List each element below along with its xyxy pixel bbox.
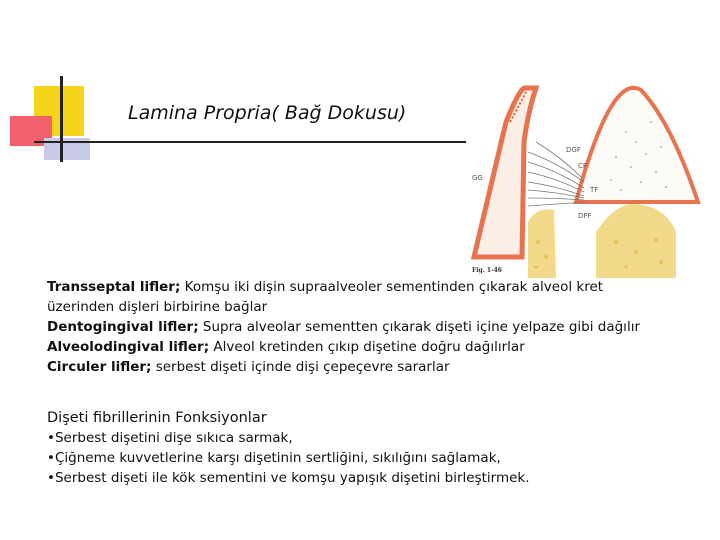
definition-text: üzerinden dişleri birbirine bağlar: [47, 299, 268, 315]
functions-title: Dişeti fibrillerinin Fonksiyonlar: [47, 410, 267, 426]
fiber-functions: [47, 408, 707, 488]
label-dgf: DGF: [566, 146, 581, 154]
slide-title: Lamina Propria( Bağ Dokusu): [128, 102, 407, 124]
definition-term: Transseptal lifler;: [47, 279, 181, 295]
fiber-definitions: [47, 277, 707, 377]
corner-decoration: [0, 0, 100, 170]
figure-caption: Fig. 1-46: [472, 267, 502, 274]
label-gg: GG: [472, 174, 483, 182]
definition-text: serbest dişeti içinde dişi çepeçevre sararlar: [151, 359, 450, 375]
function-item: •Serbest dişeti ile kök sementini ve komşu yapışık dişetini birleştirmek.: [47, 470, 530, 486]
gingival-fibers-illustration: [466, 82, 706, 278]
vertical-line: [60, 76, 63, 162]
definition-text: Komşu iki dişin supraalveoler sementinden çıkarak alveol kret: [180, 279, 604, 295]
illustration-svg: [466, 82, 706, 278]
definition-text: Supra alveolar sementten çıkarak dişeti içine yelpaze gibi dağılır: [198, 319, 640, 335]
function-item: •Serbest dişetini dişe sıkıca sarmak,: [47, 430, 293, 446]
definition-line: [47, 277, 707, 297]
definition-line: [47, 357, 707, 377]
definition-text: Alveol kretinden çıkıp dişetine doğru dağılırlar: [209, 339, 525, 355]
definition-term: Alveolodingival lifler;: [47, 339, 210, 355]
title-underline: [34, 141, 474, 143]
definition-line: [47, 337, 707, 357]
function-item: •Çiğneme kuvvetlerine karşı dişetinin sertliğini, sıkılığını sağlamak,: [47, 450, 501, 466]
definition-term: Circuler lifler;: [47, 359, 152, 375]
label-tf: TF: [590, 186, 599, 194]
definition-term: Dentogingival lifler;: [47, 319, 199, 335]
label-dpf: DPF: [578, 212, 592, 220]
definition-line: [47, 317, 707, 337]
definition-line: [47, 297, 707, 317]
label-cf: CF: [578, 162, 587, 170]
